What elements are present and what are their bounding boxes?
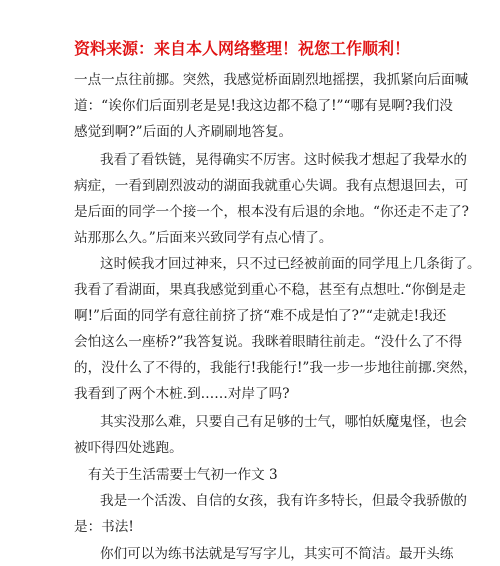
paragraph-line: 其实没那么难，只要自己有足够的士气，哪怕妖魔鬼怪，也会 bbox=[100, 414, 468, 430]
paragraph-line: 站那那么久。”后面来兴致同学有点心情了。 bbox=[74, 230, 333, 246]
paragraph-line: 啊!”后面的同学有意往前挤了挤“难不成是怕了?”“走就走!我还 bbox=[74, 308, 447, 324]
paragraph-line: 你们可以为练书法就是写写字儿，其实可不简洁。最开头练 bbox=[100, 546, 454, 562]
paragraph-line: 感觉到啊?”后面的人齐刷刷地答复。 bbox=[74, 124, 293, 140]
paragraph-line: 是后面的同学一个接一个，根本没有后退的余地。“你还走不走了? bbox=[74, 204, 469, 220]
paragraph-line: 一点一点往前挪。突然，我感觉桥面剧烈地摇摆，我抓紧向后面喊 bbox=[74, 72, 469, 88]
paragraph-line: 是：书法! bbox=[74, 519, 134, 535]
paragraph-line: 我看到了两个木桩.到……对岸了吗? bbox=[74, 386, 290, 402]
paragraph-line: 这时候我才回过神来，只不过已经被前面的同学甩上几条街了。 bbox=[100, 256, 481, 272]
paragraph-line: 我是一个活泼、自信的女孩，我有许多特长，但最令我骄傲的 bbox=[100, 493, 468, 509]
paragraph-line: 道：“诶你们后面别老是晃!我这边都不稳了!”“哪有晃啊?我们没 bbox=[74, 98, 453, 114]
paragraph-line: 病症，一看到剧烈波动的湖面我就重心失调。我有点想退回去，可 bbox=[74, 178, 469, 194]
paragraph-line: 会怕这么一座桥?”我答复说。我眯着眼睛往前走。“没什么了不得 bbox=[74, 334, 463, 350]
paragraph-line: 被吓得四处逃跑。 bbox=[74, 440, 183, 456]
paragraph-line: 我看了看湖面，果真我感觉到重心不稳，甚至有点想吐.“你倒是走 bbox=[74, 282, 466, 298]
section-heading: 有关于生活需要士气初一作文 3 bbox=[88, 467, 278, 483]
paragraph-line: 的，没什么了不得的，我能行!我能行!”我一步一步地往前挪.突然， bbox=[74, 360, 477, 376]
source-header: 资料来源：来自本人网络整理！祝您工作顺利！ bbox=[74, 39, 411, 58]
paragraph-line: 我看了看铁链，晃得确实不厉害。这时候我才想起了我晕水的 bbox=[100, 152, 468, 168]
